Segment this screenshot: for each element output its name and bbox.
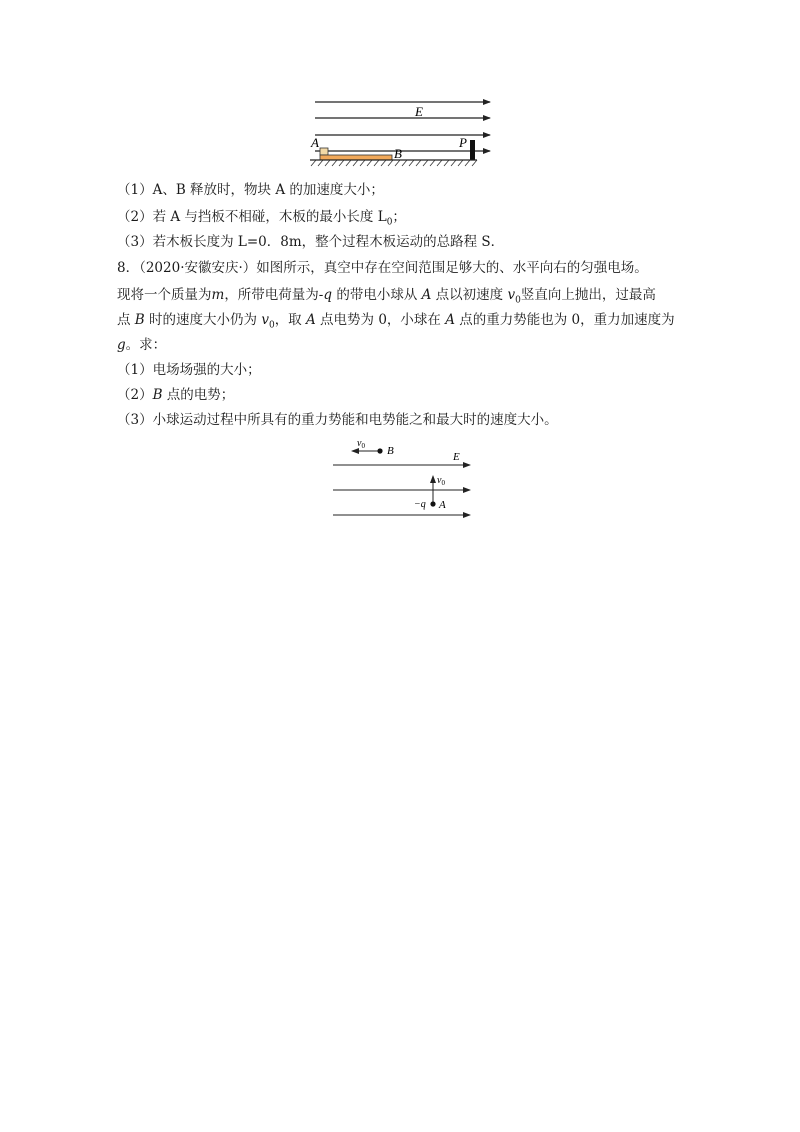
ball-A [430, 501, 435, 506]
block-A [320, 148, 328, 155]
label-A: A [311, 135, 319, 150]
q8-line4: g。求： [117, 337, 167, 353]
ball-B [377, 448, 382, 453]
label-neg-q: −q [414, 499, 426, 510]
label-E: E [415, 104, 423, 119]
board-B [320, 155, 392, 160]
q8-line1: 8．（2020·安徽安庆·）如图所示，真空中存在空间范围足够大的、水平向右的匀强电场。 [117, 260, 648, 276]
figure-board-block [305, 90, 505, 170]
label-A: A [439, 499, 446, 511]
baffle-P [470, 140, 475, 160]
field-lines [333, 465, 470, 515]
label-B: B [394, 146, 402, 161]
label-v0-top: $v_0$ [357, 438, 365, 450]
q8-number: 8． [117, 260, 140, 276]
q8-line2: 现将一个质量为m，所带电荷量为-q 的带电小球从 A 点以初速度 $v_0$竖直向上抛出，过最高 [117, 287, 656, 306]
q8-sub1: （1）电场场强的大小； [117, 362, 261, 378]
q8-source: （2020·安徽安庆·） [139, 260, 257, 276]
q7-sub2: （2）若 A 与挡板不相碰，木板的最小长度 $L_0$； [117, 209, 406, 228]
q7-sub3: （3）若木板长度为 L=0．8m，整个过程木板运动的总路程 S． [117, 234, 505, 250]
label-E: E [453, 451, 460, 463]
q8-sub3: （3）小球运动过程中所具有的重力势能和电势能之和最大时的速度大小。 [117, 412, 558, 428]
label-P: P [459, 135, 467, 150]
label-v0-mid: $v_0$ [437, 475, 445, 487]
figure-charged-ball [325, 434, 485, 524]
q7-sub1: （1）A、B 释放时，物块 A 的加速度大小； [117, 182, 384, 198]
q8-sub2: （2）B 点的电势； [117, 387, 235, 403]
q8-line3: 点 B 时的速度大小仍为 $v_0$，取 A 点电势为 0，小球在 A 点的重力势能也为 0，重力加速度为 [117, 312, 675, 331]
label-B: B [387, 445, 394, 457]
